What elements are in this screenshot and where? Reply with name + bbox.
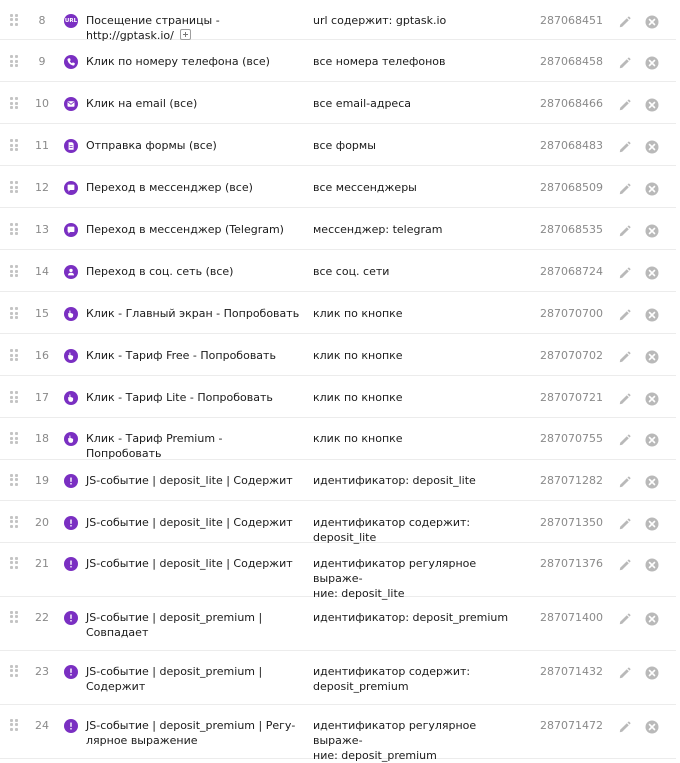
- messenger-icon: [64, 181, 78, 195]
- goal-condition: идентификатор: deposit_lite: [313, 473, 476, 487]
- goal-row: [0, 124, 676, 166]
- goal-number: 12: [35, 181, 49, 194]
- goal-number: 23: [35, 664, 49, 678]
- edit-icon[interactable]: [617, 474, 633, 490]
- goal-name-line: Совпадает: [86, 625, 149, 639]
- delete-icon[interactable]: [644, 349, 660, 365]
- goal-condition: клик по кнопке: [313, 307, 403, 320]
- goal-number: 19: [35, 473, 49, 487]
- goal-id: 287068483: [540, 139, 603, 152]
- goal-condition-line: идентификатор регулярное выраже-: [313, 718, 477, 747]
- goal-name-text: JS-событие | deposit_lite | Содержит: [86, 556, 293, 570]
- goal-number: 15: [35, 307, 49, 320]
- goal-condition: клик по кнопке: [313, 391, 403, 404]
- edit-icon[interactable]: [617, 557, 633, 573]
- drag-handle-icon[interactable]: [9, 307, 21, 319]
- goal-name: [86, 96, 300, 111]
- goal-number: 13: [35, 223, 49, 236]
- delete-icon[interactable]: [644, 307, 660, 323]
- js-icon: [64, 557, 78, 571]
- goal-name-text: Клик - Тариф Premium - Попробовать: [86, 432, 223, 460]
- drag-handle-icon[interactable]: [9, 139, 21, 151]
- edit-icon[interactable]: [617, 611, 633, 627]
- goal-id: 287068458: [540, 55, 603, 68]
- goal-condition: [313, 718, 527, 763]
- form-icon: [64, 139, 78, 153]
- goal-row: [0, 651, 676, 705]
- goal-row: [0, 250, 676, 292]
- goal-name-text: Переход в соц. сеть (все): [86, 265, 234, 278]
- goal-id: 287070721: [540, 391, 603, 404]
- goal-name: [86, 664, 300, 694]
- goal-row: [0, 0, 676, 40]
- goal-condition: идентификатор содержит: deposit_lite: [313, 515, 471, 544]
- drag-handle-icon[interactable]: [9, 516, 21, 528]
- goal-row: [0, 418, 676, 460]
- edit-icon[interactable]: [617, 14, 633, 30]
- goal-number: 10: [35, 97, 49, 110]
- goal-condition-line: идентификатор содержит:: [313, 664, 471, 678]
- delete-icon[interactable]: [644, 14, 660, 30]
- goal-number: 9: [38, 55, 46, 68]
- drag-handle-icon[interactable]: [9, 719, 21, 731]
- drag-handle-icon[interactable]: [9, 55, 21, 67]
- email-icon: [64, 97, 78, 111]
- edit-icon[interactable]: [617, 432, 633, 448]
- goal-condition-line: ние: deposit_premium: [313, 748, 437, 762]
- click-icon: [64, 391, 78, 405]
- edit-icon[interactable]: [617, 349, 633, 365]
- goal-condition-line: ние: deposit_lite: [313, 586, 405, 600]
- goal-name-text: Отправка формы (все): [86, 139, 217, 152]
- goal-name: [86, 390, 300, 405]
- goal-name: [86, 54, 300, 69]
- goal-number: 8: [38, 13, 46, 27]
- drag-handle-icon[interactable]: [9, 349, 21, 361]
- delete-icon[interactable]: [644, 557, 660, 573]
- goal-name-text: Клик - Тариф Lite - Попробовать: [86, 391, 273, 404]
- edit-icon[interactable]: [617, 307, 633, 323]
- goal-condition: [313, 556, 527, 601]
- goal-number: 18: [35, 432, 49, 445]
- edit-icon[interactable]: [617, 719, 633, 735]
- goal-row: [0, 705, 676, 762]
- goal-number: 22: [35, 610, 49, 624]
- phone-icon: [64, 55, 78, 69]
- goal-name-text: Клик - Тариф Free - Попробовать: [86, 349, 276, 362]
- edit-icon[interactable]: [617, 665, 633, 681]
- goal-name-text: Переход в мессенджер (Telegram): [86, 223, 284, 236]
- goal-id: 287070702: [540, 349, 603, 362]
- delete-icon[interactable]: [644, 665, 660, 681]
- expand-icon[interactable]: [180, 29, 191, 40]
- goal-condition: идентификатор: deposit_premium: [313, 610, 509, 624]
- goal-number: 17: [35, 391, 49, 404]
- goal-name: [86, 515, 300, 530]
- goal-row: [0, 376, 676, 418]
- url-icon: URL: [64, 14, 78, 28]
- social-icon: [64, 265, 78, 279]
- edit-icon[interactable]: [617, 391, 633, 407]
- goal-condition: все номера телефонов: [313, 55, 446, 68]
- goal-name: [86, 180, 300, 195]
- goal-row: [0, 292, 676, 334]
- delete-icon[interactable]: [644, 265, 660, 281]
- delete-icon[interactable]: [644, 181, 660, 197]
- delete-icon[interactable]: [644, 474, 660, 490]
- goal-number: 11: [35, 139, 49, 152]
- click-icon: [64, 307, 78, 321]
- drag-handle-icon[interactable]: [9, 557, 21, 569]
- goal-id: 287071376: [540, 556, 603, 570]
- goal-id: 287068724: [540, 265, 603, 278]
- goal-number: 20: [35, 515, 49, 529]
- goal-name: [86, 348, 300, 363]
- delete-icon[interactable]: [644, 719, 660, 735]
- goal-row: [0, 543, 676, 600]
- goal-name-text: Клик по номеру телефона (все): [86, 55, 270, 68]
- drag-handle-icon[interactable]: [9, 474, 21, 486]
- goal-number: 14: [35, 265, 49, 278]
- delete-icon[interactable]: [644, 432, 660, 448]
- goal-name-line: JS-событие | deposit_premium | Регу-: [86, 718, 296, 732]
- goal-name-text: JS-событие | deposit_lite | Содержит: [86, 473, 293, 487]
- goal-name: [86, 306, 300, 321]
- goal-row: [0, 82, 676, 124]
- goal-name: [86, 556, 300, 571]
- delete-icon[interactable]: [644, 97, 660, 113]
- goal-name-text: Переход в мессенджер (все): [86, 181, 253, 194]
- delete-icon[interactable]: [644, 55, 660, 71]
- click-icon: [64, 432, 78, 446]
- goal-id: 287068509: [540, 181, 603, 194]
- goal-id: 287070700: [540, 307, 603, 320]
- goal-name: [86, 610, 300, 640]
- goal-name-text: Клик - Главный экран - Попробовать: [86, 307, 300, 320]
- goal-id: 287071432: [540, 664, 603, 678]
- drag-handle-icon[interactable]: [9, 432, 21, 444]
- goal-condition: url содержит: gptask.io: [313, 13, 447, 27]
- goal-name: [86, 138, 300, 153]
- js-icon: [64, 665, 78, 679]
- goal-id: 287071400: [540, 610, 603, 624]
- goal-condition: мессенджер: telegram: [313, 223, 443, 236]
- goal-row: [0, 208, 676, 250]
- drag-handle-icon[interactable]: [9, 97, 21, 109]
- goal-condition-line: deposit_premium: [313, 679, 409, 693]
- goal-condition: [313, 664, 527, 694]
- drag-handle-icon[interactable]: [9, 223, 21, 235]
- goal-row: [0, 334, 676, 376]
- goal-name-text: Посещение страницы - http://gptask.io/: [86, 13, 220, 42]
- js-icon: [64, 516, 78, 530]
- messenger-icon: [64, 223, 78, 237]
- goal-condition: все мессенджеры: [313, 181, 417, 194]
- goal-name: [86, 473, 300, 488]
- edit-icon[interactable]: [617, 516, 633, 532]
- goal-row: [0, 501, 676, 543]
- goal-name-line: лярное выражение: [86, 733, 198, 747]
- goal-id: 287068466: [540, 97, 603, 110]
- drag-handle-icon[interactable]: [9, 611, 21, 623]
- delete-icon[interactable]: [644, 391, 660, 407]
- goal-name: [86, 264, 300, 279]
- goal-condition-line: идентификатор регулярное выраже-: [313, 556, 477, 585]
- edit-icon[interactable]: [617, 223, 633, 239]
- js-icon: [64, 474, 78, 488]
- drag-handle-icon[interactable]: [9, 265, 21, 277]
- goal-condition: все формы: [313, 139, 376, 152]
- drag-handle-icon[interactable]: [9, 181, 21, 193]
- goal-name: [86, 431, 300, 461]
- goal-condition: все соц. сети: [313, 265, 390, 278]
- goal-name-text: JS-событие | deposit_lite | Содержит: [86, 515, 293, 529]
- goal-number: 21: [35, 556, 49, 570]
- goal-row: [0, 460, 676, 501]
- goal-name-line: JS-событие | deposit_premium |: [86, 664, 263, 678]
- goal-row: [0, 40, 676, 82]
- goal-row: [0, 166, 676, 208]
- js-icon: [64, 719, 78, 733]
- goal-condition: клик по кнопке: [313, 432, 403, 445]
- drag-handle-icon[interactable]: [9, 391, 21, 403]
- goal-condition: все email-адреса: [313, 97, 411, 110]
- goal-id: 287070755: [540, 432, 603, 445]
- goal-id: 287068451: [540, 13, 603, 27]
- edit-icon[interactable]: [617, 55, 633, 71]
- delete-icon[interactable]: [644, 139, 660, 155]
- delete-icon[interactable]: [644, 223, 660, 239]
- goal-id: 287071282: [540, 473, 603, 487]
- goal-name: [86, 13, 300, 43]
- goal-name-line: Содержит: [86, 679, 146, 693]
- goal-id: 287068535: [540, 223, 603, 236]
- edit-icon[interactable]: [617, 181, 633, 197]
- goal-id: 287071472: [540, 718, 603, 732]
- goal-name-line: JS-событие | deposit_premium |: [86, 610, 263, 624]
- goal-number: 16: [35, 349, 49, 362]
- edit-icon[interactable]: [617, 265, 633, 281]
- delete-icon[interactable]: [644, 611, 660, 627]
- edit-icon[interactable]: [617, 139, 633, 155]
- click-icon: [64, 349, 78, 363]
- goal-id: 287071350: [540, 515, 603, 529]
- drag-handle-icon[interactable]: [9, 14, 21, 26]
- goal-condition: клик по кнопке: [313, 349, 403, 362]
- goal-name: [86, 222, 300, 237]
- goal-name-text: Клик на email (все): [86, 97, 198, 110]
- edit-icon[interactable]: [617, 97, 633, 113]
- js-icon: [64, 611, 78, 625]
- delete-icon[interactable]: [644, 516, 660, 532]
- drag-handle-icon[interactable]: [9, 665, 21, 677]
- goal-name: [86, 718, 300, 748]
- goal-row: [0, 597, 676, 651]
- goal-number: 24: [35, 718, 49, 732]
